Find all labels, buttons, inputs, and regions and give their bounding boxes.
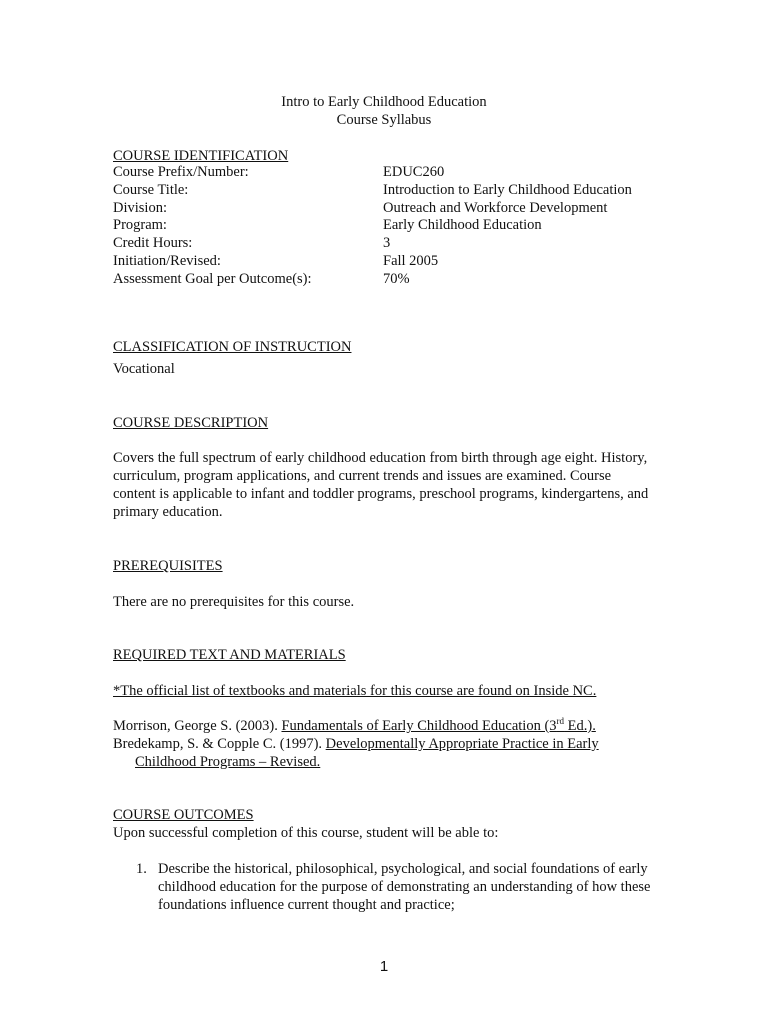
row-label: Initiation/Revised: (113, 252, 221, 269)
description-heading: COURSE DESCRIPTION (113, 415, 269, 431)
outcome-text: Describe the historical, philosophical, psychological, and social foundations of early childhood education for the purpose of demonstrating an understanding of how these foundations influence current thought and practice; (158, 861, 651, 913)
materials-note: *The official list of textbooks and materials for this course are found on Inside NC. (113, 683, 597, 699)
reference-1-author: Morrison, George S. (2003). (113, 718, 282, 734)
reference-1 (113, 717, 596, 735)
outcome-number: 1. (136, 861, 147, 877)
row-value: 3 (383, 235, 391, 252)
reference-2-author: Bredekamp, S. & Copple C. (1997). (113, 736, 326, 752)
classification-text: Vocational (113, 361, 175, 377)
materials-heading: REQUIRED TEXT AND MATERIALS (113, 647, 346, 663)
row-label: Assessment Goal per Outcome(s): (113, 270, 312, 287)
prerequisites-text: There are no prerequisites for this course. (113, 594, 355, 610)
description-text: Covers the full spectrum of early childhood education from birth through age eight. History, curriculum, program applications, and current trends and issues are examined. Course content is applicable to infant and toddler programs, preschool programs, kindergartens, and primary education. (113, 450, 649, 520)
row-value: Early Childhood Education (383, 217, 542, 234)
document-title (0, 93, 768, 129)
row-label: Program: (113, 217, 167, 234)
page-number: 1 (379, 958, 389, 975)
row-value: Introduction to Early Childhood Education (383, 181, 632, 198)
outcome-item (136, 860, 656, 914)
row-label: Course Prefix/Number: (113, 164, 249, 180)
prerequisites-heading: PREREQUISITES (113, 558, 223, 574)
row-label: Credit Hours: (113, 235, 193, 252)
outcomes-intro: Upon successful completion of this course, student will be able to: (113, 825, 499, 841)
identification-heading: COURSE IDENTIFICATION (113, 148, 289, 164)
row-label: Division: (113, 199, 167, 216)
identification-row (113, 235, 632, 253)
title-line-2: Course Syllabus (336, 112, 432, 128)
reference-2-title-b: Childhood Programs – Revised. (135, 754, 321, 770)
row-label: Course Title: (113, 181, 189, 198)
identification-row (113, 253, 632, 271)
identification-row (113, 217, 632, 235)
reference-1-title: Fundamentals of Early Childhood Education (3rd Ed.). (281, 716, 596, 734)
reference-2-continued (113, 753, 320, 771)
identification-row (113, 271, 632, 289)
reference-2 (113, 735, 599, 753)
identification-row (113, 200, 632, 218)
outcomes-heading: COURSE OUTCOMES (113, 807, 254, 823)
identification-table (113, 164, 632, 289)
reference-2-title-a: Developmentally Appropriate Practice in Early (325, 736, 599, 752)
row-value: Outreach and Workforce Development (383, 199, 608, 216)
identification-row (113, 182, 632, 200)
row-value: 70% (383, 270, 410, 287)
title-line-1: Intro to Early Childhood Education (281, 94, 487, 110)
row-value: EDUC260 (383, 164, 445, 180)
identification-row (113, 164, 632, 182)
classification-heading: CLASSIFICATION OF INSTRUCTION (113, 339, 352, 355)
row-value: Fall 2005 (383, 252, 439, 269)
